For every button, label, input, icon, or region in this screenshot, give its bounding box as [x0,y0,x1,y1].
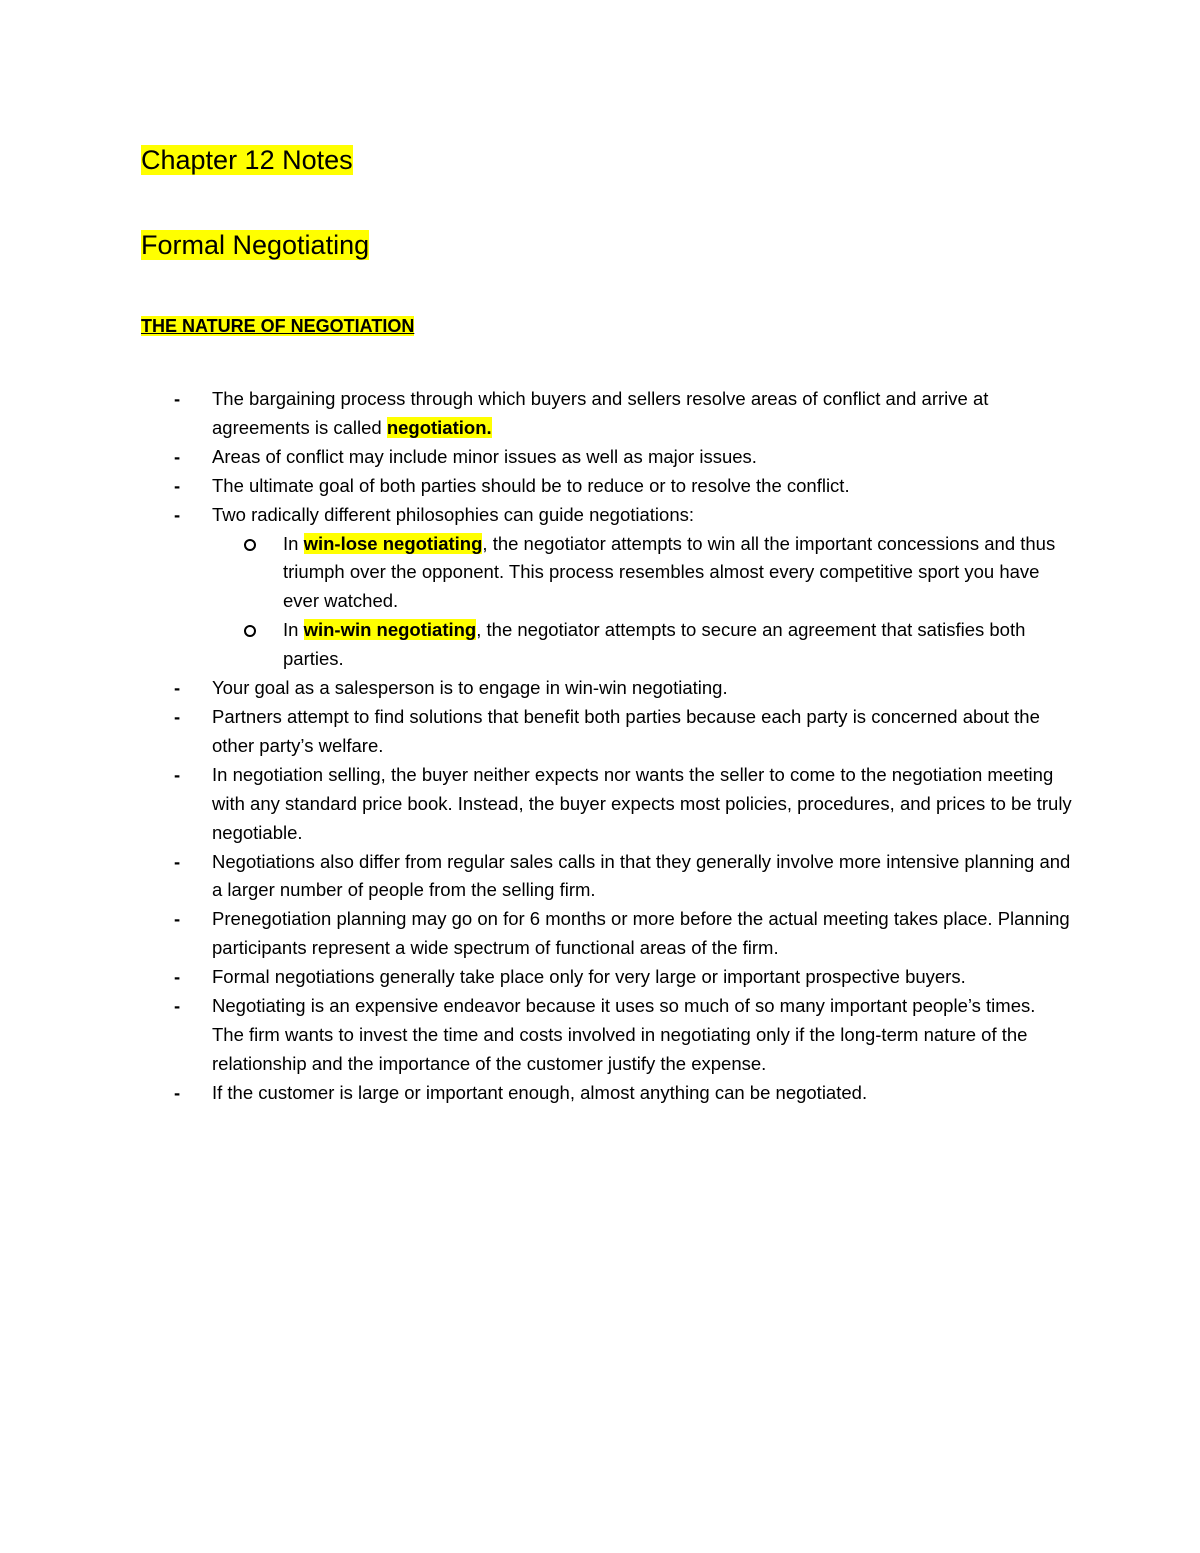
list-item [0,472,1072,501]
document-title [141,140,353,180]
list-item [0,848,1072,906]
item-text: Your goal as a salesperson is to engage in win-win negotiating. [212,677,728,699]
dash-bullet: - [174,908,181,930]
subitem-prefix: In [283,619,304,641]
subitem-text: , the negotiator attempts to win all the important concessions and thus triumph over the opponent. This process resembles almost every competitive sport you have ever watched. [283,532,1056,612]
item-text: Formal negotiations generally take place only for very large or important prospective buyers. [212,966,966,988]
title-text: Chapter 12 Notes [141,145,353,175]
section-heading [141,312,414,340]
item-text: Areas of conflict may include minor issues as well as major issues. [212,445,757,467]
subitem-text: , the negotiator attempts to secure an agreement that satisfies both parties. [283,619,1026,670]
list-item [0,674,1072,703]
item-text: If the customer is large or important enough, almost anything can be negotiated. [212,1081,868,1103]
document-subtitle [141,224,369,266]
highlighted-term: win-lose negotiating [303,532,483,554]
highlighted-term: negotiation. [386,416,492,438]
section-heading-text: THE NATURE OF NEGOTIATION [141,316,415,336]
dash-bullet: - [174,966,181,988]
dash-bullet: - [174,1081,181,1103]
list-item [0,443,1072,472]
list-item [0,963,1072,992]
list-item [0,761,1072,848]
item-text: Prenegotiation planning may go on for 6 months or more before the actual meeting takes place. Planning participants represent a wide spectrum of functional areas of the firm. [212,908,1070,959]
list-item [0,703,1072,761]
item-text: In negotiation selling, the buyer neither expects nor wants the seller to come to the negotiation meeting with any standard price book. Instead, the buyer expects most policies, procedures, and prices to be truly negotiable. [212,763,1072,843]
list-item [0,501,1072,530]
dash-bullet: - [174,445,181,467]
notes-list [0,385,1200,1108]
dash-bullet: - [174,677,181,699]
item-text: The bargaining process through which buyers and sellers resolve areas of conflict and arrive at agreements is called [212,388,989,438]
list-item [0,1079,1072,1108]
item-text: Two radically different philosophies can guide negotiations: [212,503,694,525]
dash-bullet: - [174,388,181,409]
sub-list-item [0,530,1073,617]
circle-bullet-icon [244,625,256,637]
dash-bullet: - [174,503,181,525]
item-text: Negotiations also differ from regular sales calls in that they generally involve more intensive planning and a larger number of people from the selling firm. [212,850,1071,901]
highlighted-term: win-win negotiating [303,619,477,641]
item-text: Partners attempt to find solutions that benefit both parties because each party is concerned about the other party’s welfare. [212,705,1040,756]
subitem-prefix: In [283,532,304,554]
circle-bullet-icon [244,539,256,551]
list-item [0,905,1072,963]
subtitle-text: Formal Negotiating [141,230,370,260]
dash-bullet: - [174,995,181,1017]
item-text: Negotiating is an expensive endeavor because it uses so much of so many important people’s times. The firm wants to invest the time and costs involved in negotiating only if the long-term nature of the relationship and the importance of the customer justify the expense. [212,995,1036,1074]
dash-bullet: - [174,474,181,496]
list-item [0,385,1072,443]
list-item [0,992,1072,1079]
sub-list-item [0,616,1073,674]
dash-bullet: - [174,850,181,872]
dash-bullet: - [174,705,181,727]
item-text: The ultimate goal of both parties should be to reduce or to resolve the conflict. [212,474,850,496]
dash-bullet: - [174,763,181,785]
